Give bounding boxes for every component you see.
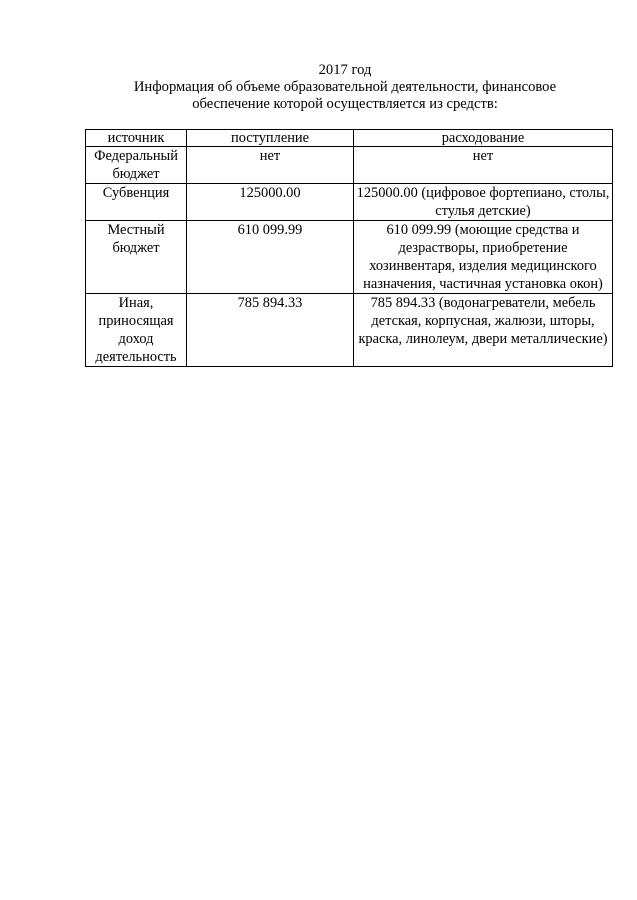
column-header-source: источник bbox=[86, 130, 187, 147]
source-cell: Иная, приносящая доход деятельность bbox=[86, 294, 187, 367]
year-heading: 2017 год bbox=[318, 62, 372, 78]
column-header-income: поступление bbox=[187, 130, 354, 147]
table-row bbox=[86, 294, 613, 367]
finance-table bbox=[85, 129, 613, 367]
expense-cell: 785 894.33 (водонагреватели, мебель детская, корпусная, жалюзи, шторы, краска, линолеум, двери металлические) bbox=[354, 294, 613, 367]
expense-cell: 610 099.99 (моющие средства и дезрастворы, приобретение хозинвентаря, изделия медицинского назначения, частичная установка окон) bbox=[354, 221, 613, 294]
expense-cell: 125000.00 (цифровое фортепиано, столы, стулья детские) bbox=[354, 184, 613, 221]
income-cell: 610 099.99 bbox=[187, 221, 354, 294]
source-cell: Федеральный бюджет bbox=[86, 147, 187, 184]
document-header bbox=[80, 62, 610, 113]
table-header-row bbox=[86, 130, 613, 147]
table-row bbox=[86, 221, 613, 294]
column-header-expense: расходование bbox=[354, 130, 613, 147]
expense-cell: нет bbox=[354, 147, 613, 184]
income-cell: 125000.00 bbox=[187, 184, 354, 221]
source-cell: Субвенция bbox=[86, 184, 187, 221]
income-cell: нет bbox=[187, 147, 354, 184]
table-row bbox=[86, 184, 613, 221]
source-cell: Местный бюджет bbox=[86, 221, 187, 294]
table-row bbox=[86, 147, 613, 184]
title-line-2: обеспечение которой осуществляется из средств: bbox=[192, 96, 498, 112]
income-cell: 785 894.33 bbox=[187, 294, 354, 367]
title-line-1: Информация об объеме образовательной деятельности, финансовое bbox=[133, 79, 557, 95]
